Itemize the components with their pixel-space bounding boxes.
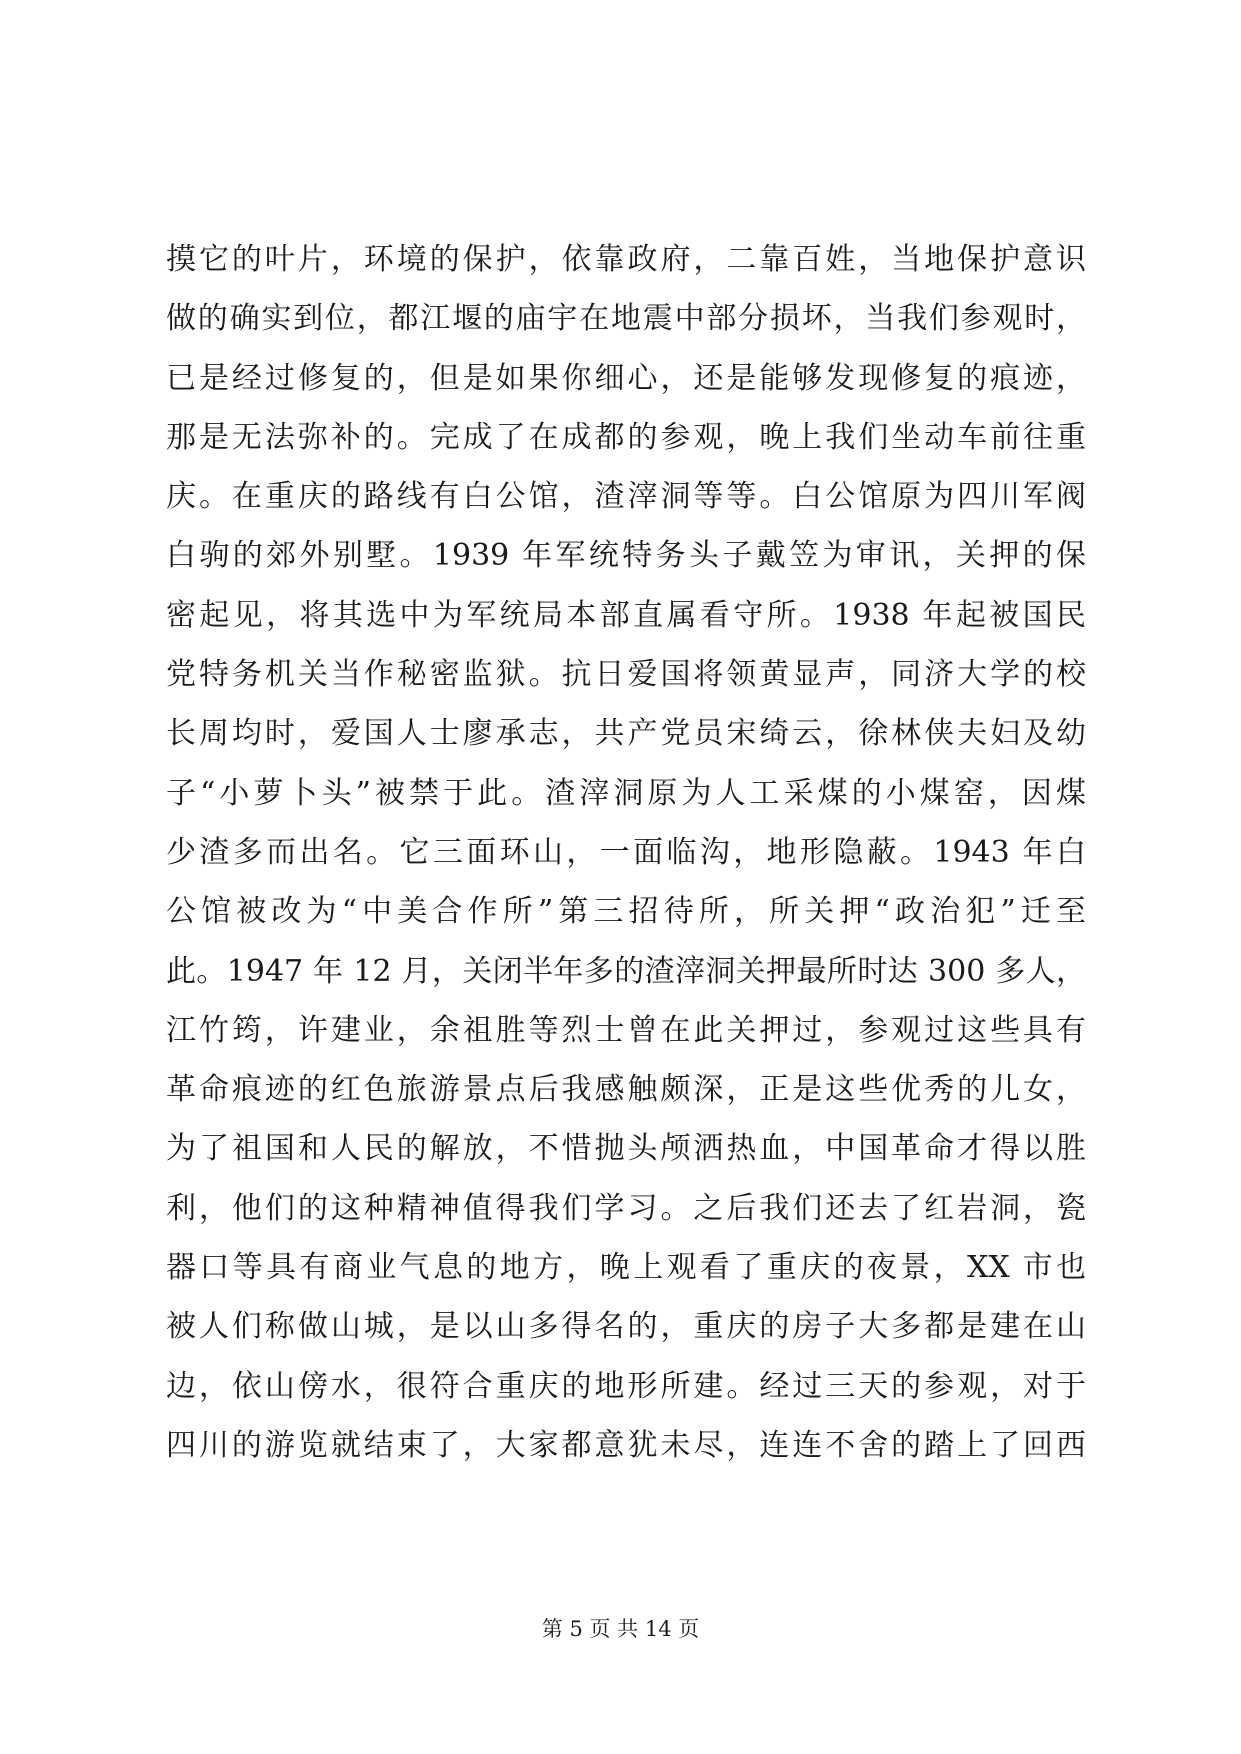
text-line: 边，依山傍水，很符合重庆的地形所建。经过三天的参观，对于 bbox=[166, 1368, 1086, 1404]
text-line: 长周均时，爱国人士廖承志，共产党员宋绮云，徐林侠夫妇及幼 bbox=[166, 716, 1086, 752]
text-line: 那是无法弥补的。完成了在成都的参观，晚上我们坐动车前往重 bbox=[166, 419, 1086, 455]
text-line: 白驹的郊外别墅。1939 年军统特务头子戴笠为审讯，关押的保 bbox=[166, 538, 1086, 574]
text-line: 摸它的叶片，环境的保护，依靠政府，二靠百姓，当地保护意识 bbox=[166, 242, 1086, 277]
text-line: 子“小萝卜头”被禁于此。渣滓洞原为人工采煤的小煤窑，因煤 bbox=[166, 775, 1086, 811]
text-line: 密起见，将其选中为军统局本部直属看守所。1938 年起被国民 bbox=[166, 597, 1086, 633]
text-line: 党特务机关当作秘密监狱。抗日爱国将领黄显声，同济大学的校 bbox=[166, 657, 1086, 693]
text-line: 利，他们的这种精神值得我们学习。之后我们还去了红岩洞，瓷 bbox=[166, 1190, 1086, 1226]
body-text bbox=[166, 230, 1086, 1475]
text-line: 四川的游览就结束了，大家都意犹未尽，连连不舍的踏上了回西 bbox=[166, 1427, 1086, 1463]
text-line: 做的确实到位，都江堰的庙宇在地震中部分损坏，当我们参观时， bbox=[166, 301, 1086, 337]
text-line: 少渣多而出名。它三面环山，一面临沟，地形隐蔽。1943 年白 bbox=[166, 834, 1086, 870]
text-line: 此。1947 年 12 月，关闭半年多的渣滓洞关押最所时达 300 多人， bbox=[166, 953, 1086, 989]
text-line: 公馆被改为“中美合作所”第三招待所，所关押“政治犯”迁至 bbox=[166, 894, 1086, 930]
page-number-footer: 第 5 页 共 14 页 bbox=[541, 1617, 700, 1641]
text-line: 庆。在重庆的路线有白公馆，渣滓洞等等。白公馆原为四川军阀 bbox=[166, 479, 1086, 515]
text-line: 革命痕迹的红色旅游景点后我感触颇深，正是这些优秀的儿女， bbox=[166, 1072, 1086, 1108]
text-line: 已是经过修复的，但是如果你细心，还是能够发现修复的痕迹， bbox=[166, 360, 1086, 396]
text-line: 被人们称做山城，是以山多得名的，重庆的房子大多都是建在山 bbox=[166, 1309, 1086, 1345]
text-line: 江竹筠，许建业，余祖胜等烈士曾在此关押过，参观过这些具有 bbox=[166, 1012, 1086, 1048]
text-line: 器口等具有商业气息的地方，晚上观看了重庆的夜景，XX 市也 bbox=[166, 1250, 1086, 1286]
text-line: 为了祖国和人民的解放，不惜抛头颅洒热血，中国革命才得以胜 bbox=[166, 1131, 1086, 1167]
